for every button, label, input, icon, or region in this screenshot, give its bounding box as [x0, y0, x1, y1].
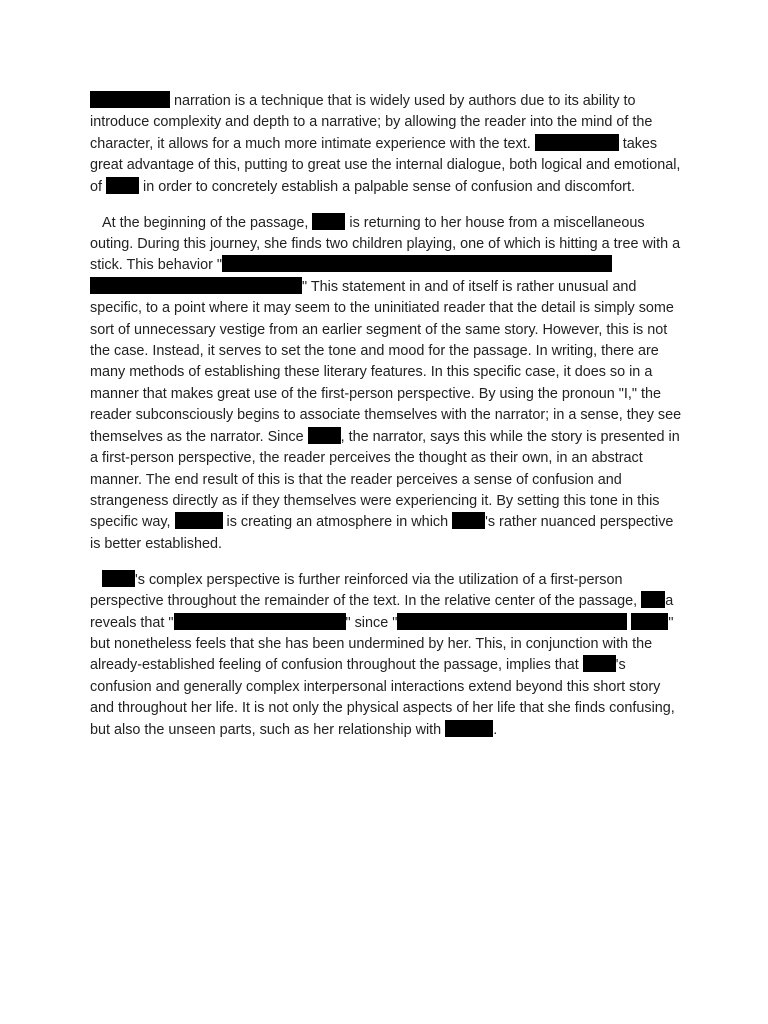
- text-span: At the beginning of the passage,: [102, 214, 313, 231]
- text-span: 's complex perspective is further reinforced via the utilization of a first-person perspective throughout the remainder of the text. In the relative center of the passage,: [90, 571, 642, 610]
- redaction: [106, 177, 139, 194]
- text-span: , the narrator, says this while the story is presented in a first-person perspective, the reader perceives the thought as their own, in an abstract manner. The end result of this is that the reader perceives a sense of confusion and strangeness directly as if they themselves were experiencing it. By setting this tone in this specific way,: [90, 428, 680, 531]
- text-span: narration is a technique that is widely used by authors due to its ability to introduce complexity and depth to a narrative; by allowing the reader into the mind of the character, it allows for a much more intimate experience with the text.: [90, 93, 653, 152]
- redaction: [535, 134, 619, 151]
- redaction: [452, 512, 485, 529]
- redaction: [397, 613, 627, 630]
- redaction: [631, 613, 668, 630]
- redaction: [312, 213, 345, 230]
- text-span: .: [493, 721, 498, 738]
- redaction: [90, 277, 302, 294]
- text-span: 's rather nuanced perspective is better established.: [90, 514, 674, 552]
- paragraph-3: [90, 570, 682, 741]
- redaction: [222, 255, 612, 272]
- paragraph-1: [90, 91, 682, 198]
- text-span: is creating an atmosphere in which: [222, 514, 453, 531]
- text-span: in order to concretely establish a palpable sense of confusion and discomfort.: [139, 178, 635, 195]
- redaction: [308, 427, 341, 444]
- text-span: takes great advantage of this, putting to great use the internal dialogue, both logical and emotional, of: [90, 135, 681, 195]
- redaction: [102, 570, 135, 587]
- document-body: [90, 91, 682, 756]
- text-span: 's confusion and generally complex interpersonal interactions extend beyond this short story and throughout her life. It is not only the physical aspects of her life that she finds confusing, but also the unseen parts, such as her relationship with: [90, 657, 675, 738]
- redaction: [174, 613, 346, 630]
- redaction: [641, 591, 665, 608]
- paragraph-2: [90, 213, 682, 556]
- redaction: [583, 655, 616, 672]
- text-span: " This statement in and of itself is rather unusual and specific, to a point where it may seem to the uninitiated reader that the detail is simply some sort of unnecessary vestige from an earlier segment of the same story. However, this is not the case. Instead, it serves to set the tone and mood for the passage. In writing, there are many methods of establishing these literary features. In this specific case, it does so in a manner that makes great use of the first-person perspective. By using the pronoun "I," the reader subconsciously begins to associate themselves with the narrator; in a sense, they see themselves as the narrator. Since: [90, 278, 682, 445]
- text-span: " but nonetheless feels that she has been undermined by her. This, in conjunction with the already-established feeling of confusion throughout the passage, implies that: [90, 614, 674, 674]
- redaction: [90, 91, 170, 108]
- redaction: [445, 720, 493, 737]
- text-span: " since ": [345, 614, 398, 631]
- text-span: a reveals that ": [90, 593, 674, 631]
- text-span: is returning to her house from a miscellaneous outing. During this journey, she finds two children playing, one of which is hitting a tree with a stick. This behavior ": [90, 214, 681, 274]
- redaction: [175, 512, 223, 529]
